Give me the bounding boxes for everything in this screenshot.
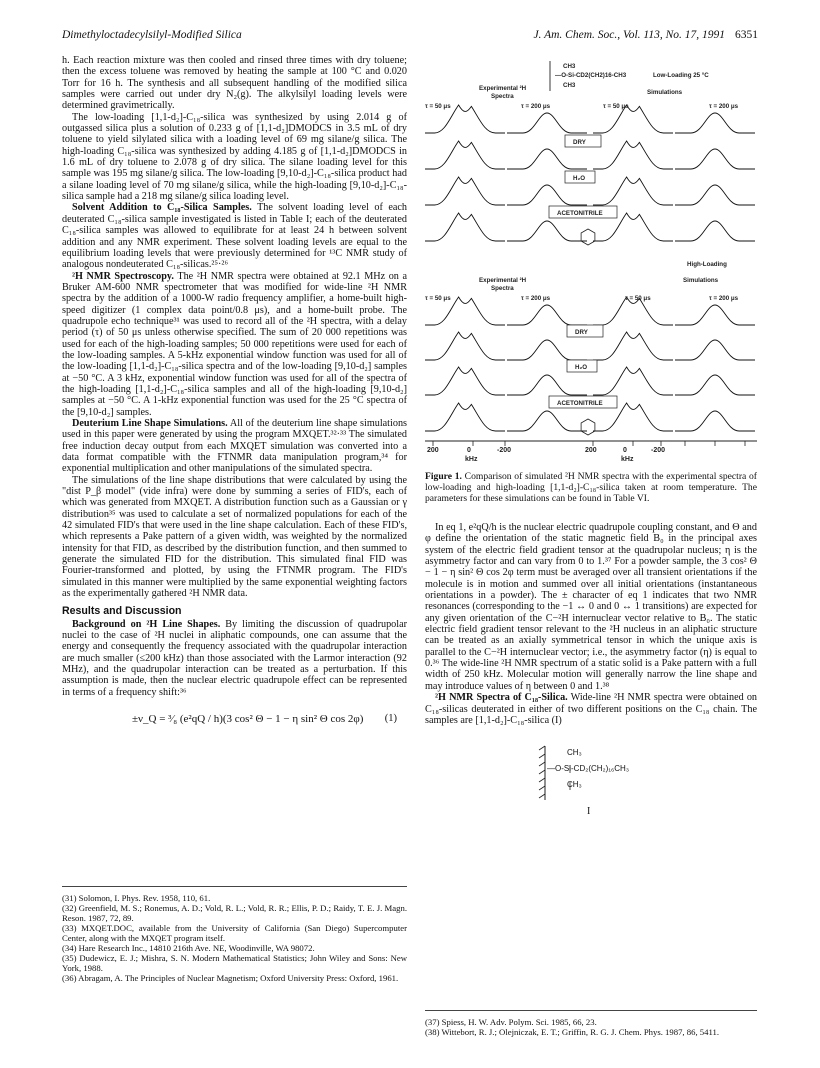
experimental-label: Experimental ²H <box>479 277 527 284</box>
spectrum-trace <box>507 340 587 360</box>
structure-ch3-bottom: CH3 <box>563 82 576 89</box>
spectrum-trace <box>675 411 755 431</box>
run-in-heading: Background on ²H Line Shapes. <box>72 618 221 630</box>
condition-label-water: H₂O <box>573 175 586 182</box>
reference: (38) Wittebort, R. J.; Olejniczak, E. T.; Griffin, R. G. J. Chem. Phys. 1987, 86, 5411. <box>425 1027 720 1037</box>
run-in-heading: ²H NMR Spectra of C₁₈-Silica. <box>435 692 568 704</box>
cyclohexane-icon <box>581 229 595 245</box>
figure-caption <box>425 467 757 504</box>
axis-tick-label: -200 <box>497 447 512 454</box>
condition-label-acetonitrile: ACETONITRILE <box>557 210 603 217</box>
paragraph: In eq 1, e²qQ/h is the nuclear electric quadrupole coupling constant, and Θ and φ define the orientation of the static magnetic field B₀ in the principal axes system of the electric field gradient tensor at the quadrupolar nucleus; η is the asymmetry factor and can vary from 0 to 1.³⁷ For a powder sample, the 3 cos² Θ − 1 − η sin² Θ cos 2φ term must be averaged over all transient orientations if the molecule is in motion and summed over all initial orientations (instantaneous orientations in a powder). The ± character of eq 1 indicates that two NMR resonances (corresponding to the −1 ↔ 0 and 0 ↔ 1 transitions) are expected for any given orientation of the C−²H internuclear vector relative to B₀. The static electric field gradient tensor relevant to the ²H nucleus in an aliphatic structure can be treated as an axially symmetrical tensor in which the unique axis is parallel to the C−²H internuclear vector; i.e., the asymmetry factor (η) is equal to 0.³⁶ The wide-line ²H NMR spectrum of a static solid is a Pake pattern with a full width of 250 kHz. Molecular motion will generally narrow the line shape and may introduce values of η between 0 and 1.³⁸ <box>425 522 757 692</box>
paragraph-text: Wide-line ²H NMR spectra were obtained on C₁₈-silicas deuterated in either of two different positions on the C₁₈ chain. The samples are [1,1-d₂]-C₁₈-silica (I) <box>425 692 758 726</box>
paragraph <box>62 619 407 698</box>
run-in-heading: ²H NMR Spectroscopy. <box>72 270 174 282</box>
condition-label-water: H₂O <box>575 364 588 371</box>
reference: (31) Solomon, I. Phys. Rev. 1958, 110, 61. <box>62 893 211 903</box>
equation-body: ±ν_Q = ³⁄₈ (e²qQ / h)(3 cos² Θ − 1 − η sin² Θ cos 2φ) <box>132 712 364 725</box>
axis-tick-label: 0 <box>467 447 471 454</box>
tau-label: τ = 200 μs <box>709 103 739 110</box>
tau-label: τ = 50 μs <box>425 295 451 302</box>
spectrum-trace <box>425 213 505 241</box>
condition-label-dry: DRY <box>573 139 586 146</box>
spectrum-trace <box>425 177 505 205</box>
paragraph <box>425 692 757 726</box>
condition-label-acetonitrile: ACETONITRILE <box>557 400 603 407</box>
spectrum-trace <box>675 185 755 205</box>
spectrum-trace <box>507 149 587 169</box>
caption-label: Figure 1. <box>425 471 462 482</box>
spectrum-trace <box>425 141 505 169</box>
tau-label: τ = 200 μs <box>521 103 551 110</box>
section-heading: Results and Discussion <box>62 604 182 617</box>
axis-tick-label: 0 <box>623 447 627 454</box>
spectrum-trace <box>507 411 587 431</box>
struct-main-chain: —O-Si-CD₂(CH₂)₁₆CH₃ <box>547 764 630 774</box>
spectrum-trace <box>507 375 587 395</box>
reference: (33) MXQET.DOC, available from the University of California (San Diego) Supercomputer Center, along with the MXQET program itself. <box>62 923 407 943</box>
references-left <box>62 886 407 983</box>
spectra-label: Spectra <box>491 93 514 100</box>
paragraph-text: The ²H NMR spectra were obtained at 92.1 MHz on a Bruker AM-600 NMR spectrometer that was modified for wide-line ²H NMR spectra by the addition of a 1000-W radio frequency amplifier, a home-built high-speed digitizer (1 complex data point/0.8 μs), and a home-built probe. The quadrupole echo technique³¹ was used to record all of the ²H spectra, with a delay period (τ) of 50 μs unless otherwise specified. The sum of 20 000 repetitions was used for each of the high-loading samples; 50 000 repetitions were used for each of the low-loading samples. A 5-kHz exponential window function was used for all of the low-loading [1,1-d₂]-C₁₈-silica spectra and of the low-loading [9,10-d₂] samples at −50 °C. A 3 kHz, exponential window function was used for all of the spectra of the high-loading [1,1-d₂]-C₁₈-silica samples and all of the high-loading [9,10-d₂] samples at −50 °C. A 1-kHz exponential function was used for the 25 °C spectra of the [9,10-d₂] samples. <box>62 270 407 418</box>
page-number: 6351 <box>735 29 758 41</box>
spectrum-trace <box>425 367 505 395</box>
cyclohexane-icon <box>581 419 595 435</box>
equation-number: (1) <box>384 713 397 725</box>
run-in-heading: Deuterium Line Shape Simulations. <box>72 418 228 429</box>
spectrum-trace <box>675 113 755 133</box>
reference: (37) Spiess, H. W. Adv. Polym. Sci. 1985, 66, 23. <box>425 1017 597 1027</box>
chemical-structure-I <box>425 734 757 834</box>
running-header-journal <box>533 29 758 41</box>
paragraph <box>62 271 407 418</box>
tau-label: τ = 200 μs <box>709 295 739 302</box>
simulations-label: Simulations <box>647 89 683 96</box>
structure-ch3-top: CH3 <box>563 63 576 70</box>
simulations-label: Simulations <box>683 277 719 284</box>
experimental-label: Experimental ²H <box>479 85 527 92</box>
condition-label-dry: DRY <box>575 329 588 336</box>
left-column <box>62 55 407 742</box>
spectrum-trace <box>675 305 755 325</box>
axis-tick-label: 200 <box>427 447 439 454</box>
spectrum-trace <box>507 113 587 133</box>
references-right <box>425 1010 757 1037</box>
caption-text: Comparison of simulated ²H NMR spectra with the experimental spectra of low-loading and high-loading [1,1-d₂]-C₁₈-silica taken at room temperature. The parameters for these simulations can be found in Table VI. <box>425 471 757 504</box>
spectrum-trace <box>425 403 505 431</box>
spectrum-trace <box>593 177 673 205</box>
tau-label: τ = 50 μs <box>603 103 629 110</box>
right-text-block <box>425 522 757 726</box>
paragraph-text: The solvent loading level of each deuterated C₁₈-silica sample investigated is listed in Table I; each of the deuterated C₁₈-silica samples was allowed to equilibrate for at least 24 h between solvent addition and any NMR experiment. These solvent loading levels are equal to the equilibrium loading levels that were previously determined for ¹³C NMR study of analogous nondeuterated C₁₈-silicas.²⁵·²⁶ <box>62 202 407 271</box>
spectrum-trace <box>593 367 673 395</box>
spectrum-trace <box>507 221 587 241</box>
low-loading-title: Low-Loading 25 °C <box>653 72 709 79</box>
spectrum-trace <box>675 340 755 360</box>
axis-unit-label: kHz <box>465 456 478 463</box>
struct-ch3-bottom: CH₃ <box>567 780 582 790</box>
journal-citation: J. Am. Chem. Soc., Vol. 113, No. 17, 1991 <box>533 29 725 41</box>
paragraph <box>62 418 407 475</box>
spectrum-trace <box>675 375 755 395</box>
spectrum-trace <box>425 332 505 360</box>
paragraph-text: By limiting the discussion of quadrupolar nuclei to the case of ²H nuclei in aliphatic compounds, one can assume that the energy and consequently the frequency associated with the quadrupolar interaction are much smaller (≤200 kHz) than those associated with the Larmor interaction (92 MHz), and the quadrupolar interaction can be treated as a perturbation. If this assumption is made, then the nuclear electric quadrupole effect can be represented in terms of a frequency shift:³⁶ <box>62 618 407 698</box>
reference: (32) Greenfield, M. S.; Ronemus, A. D.; Vold, R. L.; Vold, R. R.; Ellis, P. D.; Raidy, T. E. J. Magn. Reson. 1987, 72, 89. <box>62 903 407 923</box>
paragraph: The low-loading [1,1-d₂]-C₁₈-silica was synthesized by using 2.014 g of outgassed silica plus a solution of 0.233 g of [1,1-d₂]DMODCS in 3.5 mL of dry toluene to yield silylated silica with a loading level of 69 mg silane/g silica. The high-loading C₁₈-silica was synthesized by adding 4.185 g of [1,1-d₂]DMODCS in 1.6 mL of dry toluene to 2.078 g of dry silica. The silane loading level for this sample was 195 mg silane/g silica. The low-loading [9,10-d₂]-C₁₈-silica product had a silane loading level of 70 mg silane/g silica, while the high-loading [9,10-d₂]-C₁₈-silica sample had a 218 mg silane/g silica loading level. <box>62 111 407 203</box>
axis-tick-label: 200 <box>585 447 597 454</box>
running-header-title: Dimethyloctadecylsilyl-Modified Silica <box>62 29 242 41</box>
tau-label: τ = 200 μs <box>521 295 551 302</box>
struct-ch3-top: CH₃ <box>567 748 582 758</box>
figure-1 <box>425 55 757 504</box>
reference: (36) Abragam, A. The Principles of Nuclear Magnetism; Oxford University Press: Oxford, 1961. <box>62 973 399 983</box>
spectra-label: Spectra <box>491 285 514 292</box>
spectrum-trace <box>593 332 673 360</box>
spectrum-trace <box>675 221 755 241</box>
paragraph: The simulations of the line shape distributions that were calculated by using the "dist P_β model" (vide infra) were done by summing a series of FID's, each of which was generated from MXQET. A distribution function such as a Gaussian or γ distribution³⁵ was used to calculate a set of normalized populations for each of the 42 simulated FID's that were used in the line shape calculation. Each of these FID's, which represents a Pake pattern of a given width, was weighted by the normalized intensity for that FID, as described by the distribution function, and then summed to generate the simulated FID for the distribution. This simulated final FID was Fourier-transformed and plotted, by using the FTNMR program. The FID's simulated in this manner were multiplied by the same exponential weighting factors as the experimentally gathered ²H NMR data. <box>62 474 407 600</box>
equation-1 <box>62 704 407 734</box>
structure-label: —O-Si-CD2(CH2)16-CH3 <box>555 72 627 79</box>
paragraph-text: All of the deuterium line shape simulations used in this paper were generated by using the program MXQET.³²·³³ The simulated free induction decay output from each MXQET simulation was converted into a data format compatible with the FTNMR data manipulation program,³⁴ for exponential multiplication and other manipulations of the simulated spectra. <box>62 418 407 475</box>
paragraph: h. Each reaction mixture was then cooled and rinsed three times with dry toluene; then the excess toluene was removed by heating the sample at 100 °C and 0.020 Torr for 16 h. The synthesis and all subsequent handling of the modified silica samples were carried out under dry N₂(g). The alkylsilyl loading levels were determined gravimetrically. <box>62 55 407 112</box>
reference: (35) Dudewicz, E. J.; Mishra, S. N. Modern Mathematical Statistics; John Wiley and Sons: New York, 1988. <box>62 953 407 973</box>
spectrum-trace <box>507 185 587 205</box>
reference: (34) Hare Research Inc., 14810 216th Ave. NE, Woodinville, WA 98072. <box>62 943 315 953</box>
compound-number: I <box>587 806 591 818</box>
high-loading-title: High-Loading <box>687 261 727 268</box>
spectrum-trace <box>675 149 755 169</box>
spectrum-trace <box>593 141 673 169</box>
paragraph <box>62 202 407 270</box>
axis-unit-label: kHz <box>621 456 634 463</box>
run-in-heading: Solvent Addition to C₁₈-Silica Samples. <box>72 202 252 214</box>
tau-label: τ = 50 μs <box>625 295 651 302</box>
spectrum-trace <box>507 305 587 325</box>
tau-label: τ = 50 μs <box>425 103 451 110</box>
right-column <box>425 55 757 834</box>
axis-tick-label: -200 <box>651 447 666 454</box>
